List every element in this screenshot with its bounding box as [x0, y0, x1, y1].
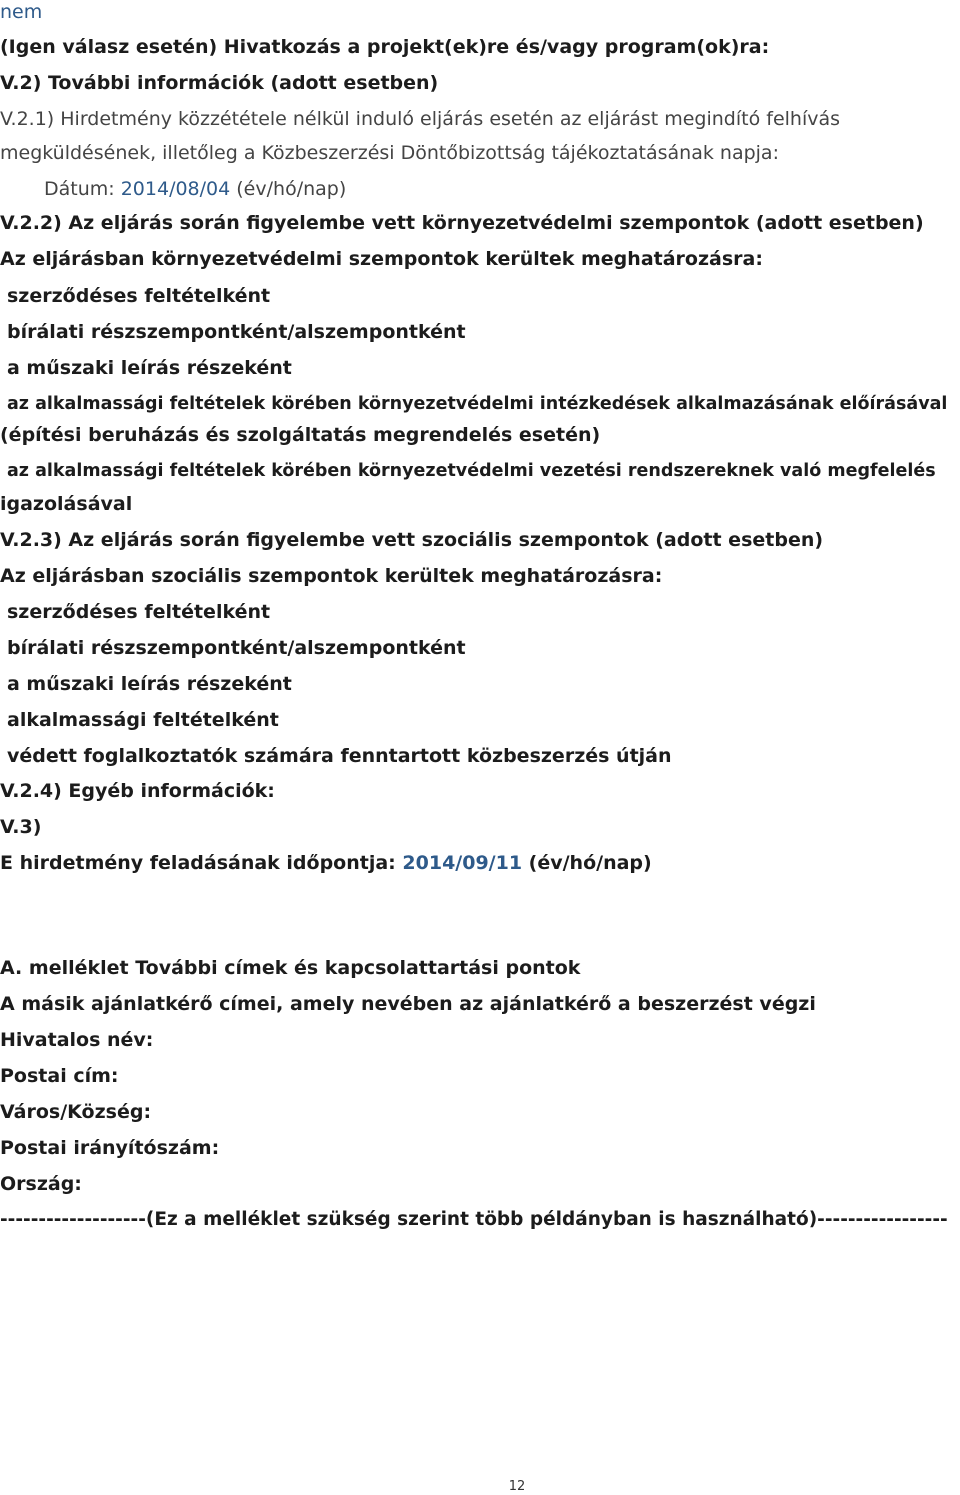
annex-a-subtitle: A másik ajánlatkérő címei, amely nevében az ajánlatkérő a beszerzést végzi [0, 993, 816, 1015]
page-number: 12 [508, 1479, 526, 1494]
v22-item: szerződéses feltételként [7, 285, 271, 307]
v23-item: bírálati részszempontként/alszempontként [7, 637, 466, 659]
v23-title: V.2.3) Az eljárás során figyelembe vett szociális szempontok (adott esetben) [0, 529, 824, 551]
v21-text-line1: V.2.1) Hirdetmény közzététele nélkül induló eljárás esetén az eljárást megindító felhívás [0, 108, 841, 130]
annex-separator: -------------------(Ez a melléklet szükség szerint több példányban is használható)----------------- [0, 1209, 948, 1230]
annex-field-city: Város/Község: [0, 1101, 152, 1123]
v22-item: az alkalmassági feltételek körében környezetvédelmi intézkedések alkalmazásának előírásával [7, 394, 948, 414]
annex-a-title: A. melléklet További címek és kapcsolattartási pontok [0, 957, 581, 979]
annex-field-address: Postai cím: [0, 1065, 119, 1087]
v23-intro: Az eljárásban szociális szempontok kerültek meghatározásra: [0, 565, 663, 587]
v23-item: szerződéses feltételként [7, 601, 271, 623]
section-v3-title: V.3) [0, 816, 42, 838]
v23-item: a műszaki leírás részeként [7, 673, 292, 695]
dispatch-date-row [0, 851, 652, 875]
v21-date-row [44, 177, 346, 201]
v22-item: a műszaki leírás részeként [7, 357, 292, 379]
v22-item: igazolásával [0, 493, 133, 515]
v24-title: V.2.4) Egyéb információk: [0, 780, 275, 802]
dispatch-format: (év/hó/nap) [522, 852, 652, 874]
dispatch-label: E hirdetmény feladásának időpontja: [0, 852, 403, 874]
date-label: Dátum: [44, 178, 121, 200]
v22-intro: Az eljárásban környezetvédelmi szempontok kerültek meghatározásra: [0, 248, 763, 270]
v23-item: alkalmassági feltételként [7, 709, 279, 731]
annex-field-name: Hivatalos név: [0, 1029, 154, 1051]
v22-item: (építési beruházás és szolgáltatás megrendelés esetén) [0, 424, 601, 446]
date-value: 2014/08/04 [120, 178, 231, 200]
dispatch-value: 2014/09/11 [402, 852, 523, 874]
annex-field-postcode: Postai irányítószám: [0, 1137, 220, 1159]
annex-field-country: Ország: [0, 1173, 82, 1195]
v23-item: védett foglalkoztatók számára fenntartott közbeszerzés útján [7, 745, 672, 767]
section-v2-title: V.2) További információk (adott esetben) [0, 72, 439, 94]
date-format: (év/hó/nap) [230, 178, 347, 200]
v22-item: bírálati részszempontként/alszempontként [7, 321, 466, 343]
project-reference-label: (Igen válasz esetén) Hivatkozás a projekt(ek)re és/vagy program(ok)ra: [0, 36, 770, 58]
v22-title: V.2.2) Az eljárás során figyelembe vett környezetvédelmi szempontok (adott esetben) [0, 212, 924, 234]
v22-item: az alkalmassági feltételek körében környezetvédelmi vezetési rendszereknek való megfelelés [7, 461, 936, 481]
answer-text: nem [0, 1, 43, 23]
v21-text-line2: megküldésének, illetőleg a Közbeszerzési Döntőbizottság tájékoztatásának napja: [0, 142, 779, 164]
